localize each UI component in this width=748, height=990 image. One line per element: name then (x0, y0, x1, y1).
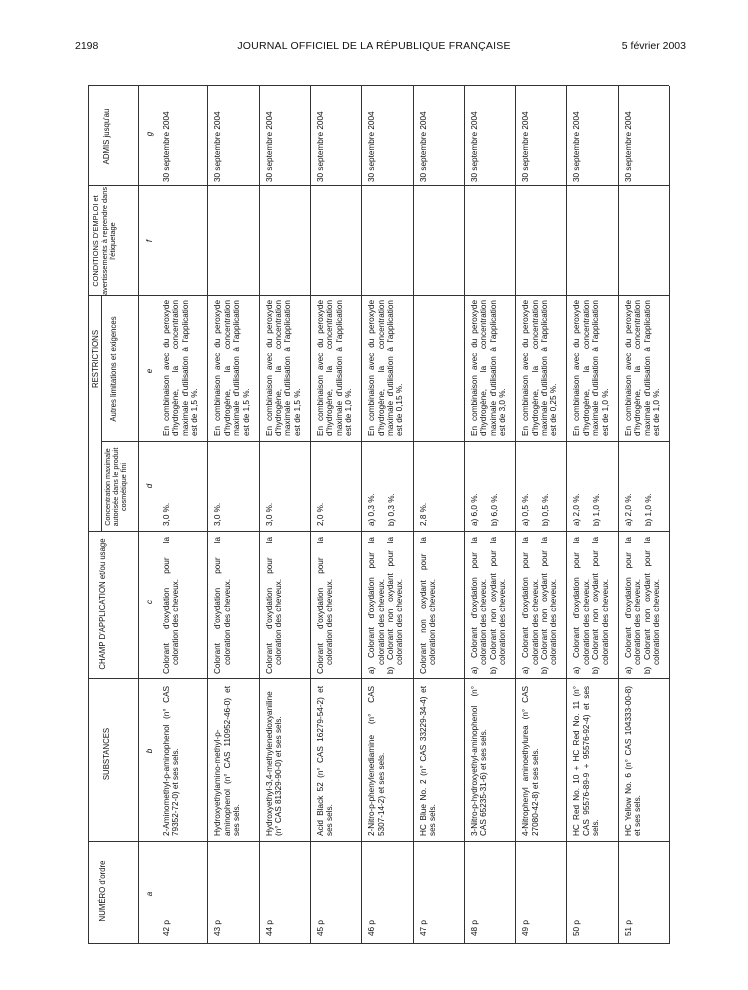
horizontal-rule (88, 86, 89, 944)
substance-name: Hydroxyethyl-3,4-methylenedioxyaniline (n° CAS 81329-90-0) et ses sels. (264, 691, 283, 836)
champ-item: a) Colorant d'oxydation pour la coloration des cheveux. (469, 537, 489, 674)
champ-application (265, 537, 284, 674)
vertical-rule (101, 441, 669, 442)
horizontal-rule (413, 86, 414, 944)
header-restrictions: RESTRICTIONS (91, 329, 100, 389)
other-limitations: En combinaison avec du peroxyde d'hydrogène, la concentration maximale d'utilisation à l'application est de 0,25 %. (521, 300, 559, 436)
vertical-rule (88, 943, 669, 944)
page-number: 2198 (75, 40, 99, 52)
row-number: 44 p (264, 920, 274, 936)
other-limitations: En combinaison avec du peroxyde d'hydrogène, la concentration maximale d'utilisation à l'application est de 1,0 %. (623, 300, 661, 436)
admis-date: 30 septembre 2004 (213, 111, 223, 182)
table-row (618, 86, 669, 944)
champ-application (521, 537, 559, 674)
champ-application (213, 537, 232, 674)
admis-date: 30 septembre 2004 (315, 111, 325, 182)
admis-date: 30 septembre 2004 (623, 111, 633, 182)
champ-item: Colorant d'oxydation pour la coloration des cheveux. (315, 537, 335, 674)
max-concentration: 2,0 %. (315, 502, 325, 526)
column-letter-c: c (145, 600, 154, 604)
row-number: 48 p (469, 920, 479, 936)
admis-date: 30 septembre 2004 (162, 111, 171, 182)
champ-item: a) Colorant d'oxydation pour la coloration des cheveux. (572, 537, 591, 674)
table-row (566, 86, 617, 944)
substance-name: 3-Nitro-p-hydroxyethyl-aminophenol (n° CAS 65235-31-6) et ses sels. (469, 686, 489, 836)
vertical-rule (88, 85, 669, 86)
champ-application (419, 537, 438, 674)
other-limitations: En combinaison avec du peroxyde d'hydrogène, la concentration maximale d'utilisation à l'application est de 0,15 %. (367, 300, 405, 436)
header-champ: CHAMP D'APPLICATION et/ou usage (98, 538, 107, 670)
champ-application (162, 537, 181, 674)
horizontal-rule (515, 86, 516, 944)
horizontal-rule (138, 86, 139, 944)
column-letter-b: b (145, 748, 154, 754)
champ-item: b) Colorant non oxydant pour la coloration des cheveux. (642, 537, 661, 674)
champ-application (572, 537, 610, 674)
champ-application (367, 537, 405, 674)
max-concentration: 3,0 %. (213, 502, 223, 526)
table-row (207, 86, 258, 944)
table-row (361, 86, 412, 944)
substance-name: 4-Nitrophenyl aminoethylurea (n° CAS 27080-42-8) et ses sels. (521, 686, 540, 836)
header-numero: NUMÉRO d'ordre (98, 860, 107, 922)
substance-name: Acid Black 52 (n° CAS 16279-54-2) et ses sels. (315, 686, 335, 836)
max-concentration: b) 0,5 %. (541, 493, 551, 526)
column-letter-a: a (145, 891, 154, 897)
row-number: 42 p (162, 920, 171, 936)
champ-item: b) Colorant non oxydant pour la coloration des cheveux. (386, 537, 405, 674)
champ-item: Colorant non oxydant pour la coloration des cheveux. (418, 537, 437, 674)
substance-name: Hydroxyethylamino-methyl-p-aminophenol (n° CAS 110952-46-0) et ses sels. (213, 686, 242, 836)
row-number: 45 p (315, 920, 325, 936)
column-letter-f: f (145, 239, 154, 243)
max-concentration: a) 6,0 %. (469, 493, 479, 526)
header-autres: Autres limitations et exigences (109, 316, 118, 422)
max-concentration: a) 2,0 %. (623, 493, 633, 526)
table-row (259, 86, 310, 944)
substance-name: 2-Nitro-p-phenylenediamine (n° CAS 5307-14-2) et ses sels. (367, 686, 386, 836)
table-row (156, 86, 207, 944)
horizontal-rule (361, 86, 362, 944)
substance-name: HC Blue No. 2 (n° CAS 33229-34-4) et ses sels. (418, 686, 437, 836)
champ-item: a) Colorant d'oxydation pour la coloration des cheveux. (623, 537, 643, 674)
column-letter-g: g (145, 131, 154, 137)
other-limitations: En combinaison avec du peroxyde d'hydrogène, la concentration maximale d'utilisation à l'application est de 1,5 %. (264, 300, 302, 436)
journal-title: JOURNAL OFFICIEL DE LA RÉPUBLIQUE FRANÇAISE (237, 40, 511, 52)
issue-date: 5 février 2003 (621, 40, 686, 52)
vertical-rule (88, 841, 669, 842)
champ-item: b) Colorant non oxydant pour la coloration des cheveux. (591, 537, 610, 674)
champ-item: a) Colorant d'oxydation pour la coloration des cheveux. (521, 537, 540, 674)
horizontal-rule (669, 86, 670, 944)
column-letter-e: e (145, 368, 154, 374)
max-concentration: a) 2,0 %. (572, 493, 582, 526)
champ-application (624, 537, 662, 674)
header-conditions: CONDITIONS D'EMPLOI et avertissements à reprendre dans l'étiquetage (91, 186, 117, 296)
horizontal-rule (207, 86, 208, 944)
other-limitations: En combinaison avec du peroxyde d'hydrogène, la concentration maximale d'utilisation à l'application est de 1,5 %. (213, 300, 251, 436)
max-concentration: a) 0,5 %. (521, 493, 531, 526)
max-concentration: b) 6,0 %. (489, 493, 499, 526)
max-concentration: 3,0 %. (264, 502, 274, 526)
admis-date: 30 septembre 2004 (264, 111, 274, 182)
champ-item: Colorant d'oxydation pour la coloration des cheveux. (162, 537, 181, 674)
vertical-rule (88, 531, 669, 532)
champ-application (470, 537, 508, 674)
row-number: 51 p (623, 920, 633, 936)
row-number: 46 p (367, 920, 377, 936)
admis-date: 30 septembre 2004 (469, 111, 479, 182)
other-limitations: En combinaison avec du peroxyde d'hydrogène, la concentration maximale d'utilisation à l'application est de 3,0 %. (469, 300, 508, 436)
substance-name: HC Red No. 10 + HC Red No. 11 (n° CAS 95576-89-9 + 95576-92-4) et ses sels. (572, 686, 601, 836)
max-concentration: b) 1,0 %. (592, 493, 602, 526)
row-number: 47 p (418, 920, 428, 936)
max-concentration: 2,8 %. (418, 502, 428, 526)
horizontal-rule (259, 86, 260, 944)
admis-date: 30 septembre 2004 (418, 111, 428, 182)
table-row (310, 86, 361, 944)
regulation-table (88, 86, 670, 944)
horizontal-rule (101, 296, 102, 532)
champ-application (316, 537, 335, 674)
max-concentration: b) 0,3 %. (387, 493, 397, 526)
champ-item: a) Colorant d'oxydation pour la coloration des cheveux. (367, 537, 386, 674)
table-row (413, 86, 464, 944)
admis-date: 30 septembre 2004 (521, 111, 531, 182)
header-admis: ADMIS jusqu'au (102, 108, 111, 165)
admis-date: 30 septembre 2004 (367, 111, 377, 182)
max-concentration: 3,0 %. (162, 502, 171, 526)
row-number: 43 p (213, 920, 223, 936)
horizontal-rule (310, 86, 311, 944)
column-letter-d: d (145, 483, 154, 489)
max-concentration: a) 0,3 %. (367, 493, 377, 526)
other-limitations: En combinaison avec du peroxyde d'hydrogène, la concentration maximale d'utilisation à l'application est de 1,0 %. (315, 300, 354, 436)
substance-name: HC Yellow No. 6 (n° CAS 104333-00-8) et ses sels. (623, 686, 643, 836)
max-concentration: b) 1,0 %. (643, 493, 653, 526)
horizontal-rule (618, 86, 619, 944)
other-limitations: En combinaison avec du peroxyde d'hydrogène, la concentration maximale d'utilisation à l'application est de 1,0 %. (572, 300, 610, 436)
table-row (464, 86, 515, 944)
row-number: 50 p (572, 920, 582, 936)
horizontal-rule (464, 86, 465, 944)
admis-date: 30 septembre 2004 (572, 111, 582, 182)
champ-item: b) Colorant non oxydant pour la coloration des cheveux. (539, 537, 559, 674)
champ-item: b) Colorant non oxydant pour la coloration des cheveux. (488, 537, 508, 674)
header-substances: SUBSTANCES (102, 727, 111, 781)
champ-item: Colorant d'oxydation pour la coloration des cheveux. (264, 537, 283, 674)
vertical-rule (88, 295, 669, 296)
champ-item: Colorant d'oxydation pour la coloration des cheveux. (213, 537, 232, 674)
other-limitations: En combinaison avec du peroxyde d'hydrogène, la concentration maximale d'utilisation à l'application est de 1,5 %. (162, 300, 200, 436)
row-number: 49 p (521, 920, 531, 936)
substance-name: 2-Aminomethyl-p-aminophenol (n° CAS 79352-72-0) et ses sels. (162, 686, 181, 836)
table-row (515, 86, 566, 944)
vertical-rule (88, 185, 669, 186)
vertical-rule (88, 678, 669, 679)
horizontal-rule (566, 86, 567, 944)
header-concentration: Concentration maximale autorisée dans le produit cosmétique fini (103, 447, 128, 527)
